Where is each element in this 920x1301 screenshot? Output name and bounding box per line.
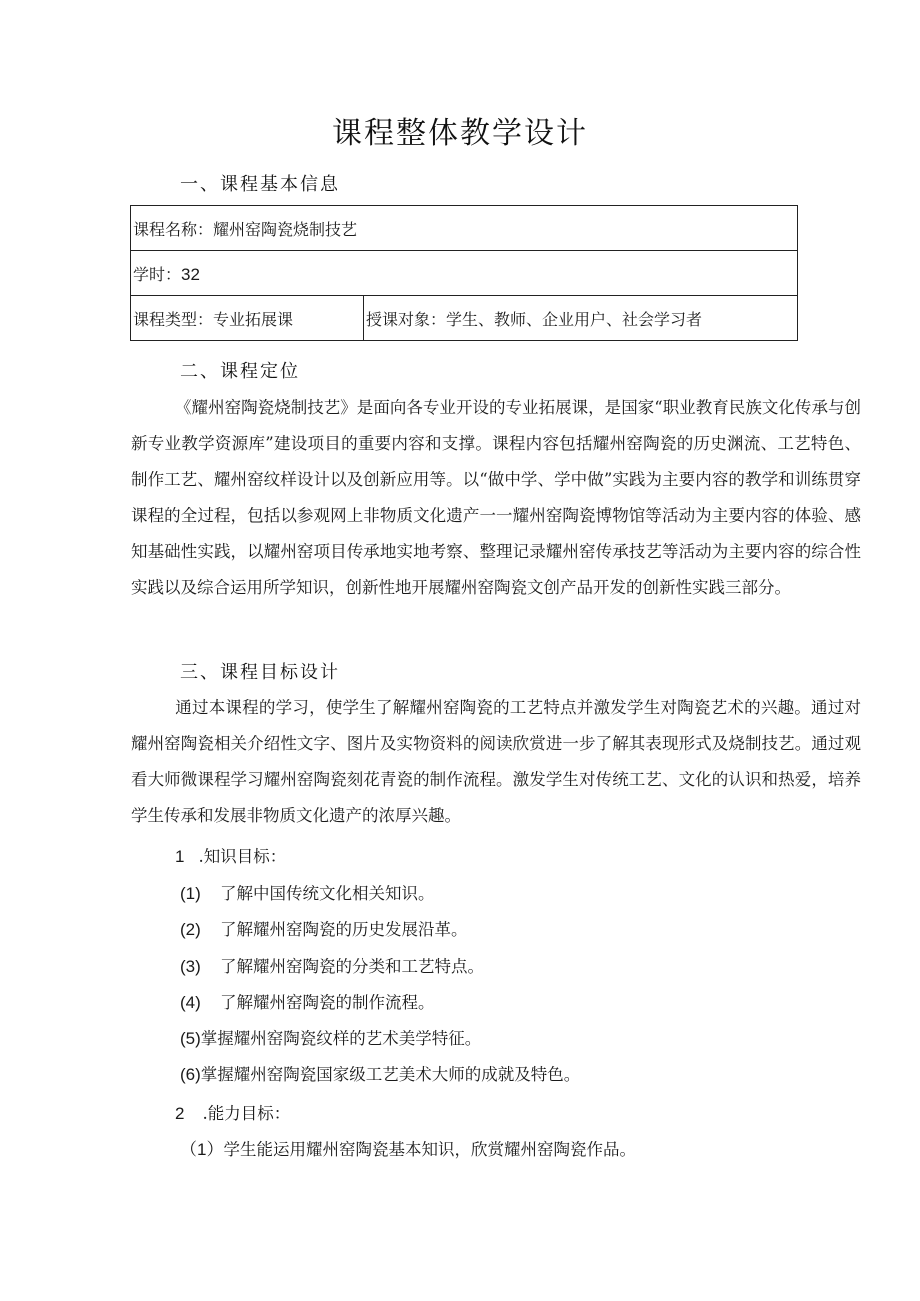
course-info-table <box>130 205 798 341</box>
course-type-cell: 课程类型：专业拓展课 <box>131 296 364 341</box>
section-heading-basic-info: 一、课程基本信息 <box>180 174 340 195</box>
ability-num: 2 <box>175 1104 185 1123</box>
course-name-cell: 课程名称：耀州窑陶瓷烧制技艺 <box>131 206 798 251</box>
course-hours-cell <box>131 251 798 296</box>
positioning-paragraph <box>131 390 861 606</box>
section-heading-positioning: 二、课程定位 <box>180 361 300 382</box>
positioning-text: 《耀州窑陶瓷烧制技艺》是面向各专业开设的专业拓展课，是国家“职业教育民族文化传承与创新专业教学资源库”建设项目的重要内容和支撑。课程内容包括耀州窑陶瓷的历史渊流、工艺特色、制作工艺、耀州窑纹样设计以及创新应用等。以“做中学、学中做”实践为主要内容的教学和训练贯穿课程的全过程，包括以参观网上非物质文化遗产一一耀州窑陶瓷博物馆等活动为主要内容的体验、感知基础性实践，以耀州窑项目传承地实地考察、整理记录耀州窑传承技艺等活动为主要内容的综合性实践以及综合运用所学知识，创新性地开展耀州窑陶瓷文创产品开发的创新性实践三部分。 <box>131 398 861 597</box>
list-item: (4) 了解耀州窑陶瓷的制作流程。 <box>180 993 435 1012</box>
list-item: （1）学生能运用耀州窑陶瓷基本知识，欣赏耀州窑陶瓷作品。 <box>180 1140 636 1159</box>
table-row <box>131 296 798 341</box>
knowledge-num: 1 <box>175 847 185 866</box>
list-item: (6)掌握耀州窑陶瓷国家级工艺美术大师的成就及特色。 <box>180 1065 581 1084</box>
objectives-paragraph <box>131 690 861 834</box>
knowledge-label: .知识目标： <box>198 847 287 866</box>
hours-value: 32 <box>181 264 200 284</box>
ability-label: .能力目标： <box>202 1104 291 1123</box>
document-title: 课程整体教学设计 <box>332 116 588 151</box>
list-item: (3) 了解耀州窑陶瓷的分类和工艺特点。 <box>180 957 484 976</box>
audience-cell: 授课对象：学生、教师、企业用户、社会学习者 <box>364 296 798 341</box>
ability-objectives-heading <box>175 1100 290 1124</box>
knowledge-objectives-heading <box>175 843 286 867</box>
table-row <box>131 251 798 296</box>
objectives-text: 通过本课程的学习，使学生了解耀州窑陶瓷的工艺特点并激发学生对陶瓷艺术的兴趣。通过对耀州窑陶瓷相关介绍性文字、图片及实物资料的阅读欣赏进一步了解其表现形式及烧制技艺。通过观看大师微课程学习耀州窑陶瓷刻花青瓷的制作流程。激发学生对传统工艺、文化的认识和热爱，培养学生传承和发展非物质文化遗产的浓厚兴趣。 <box>131 698 861 825</box>
section-heading-objectives: 三、课程目标设计 <box>180 662 340 683</box>
hours-label: 学时： <box>133 264 182 284</box>
list-item: (1) 了解中国传统文化相关知识。 <box>180 884 435 903</box>
list-item: (5)掌握耀州窑陶瓷纹样的艺术美学特征。 <box>180 1029 482 1048</box>
list-item: (2) 了解耀州窑陶瓷的历史发展沿革。 <box>180 920 468 939</box>
table-row <box>131 206 798 251</box>
